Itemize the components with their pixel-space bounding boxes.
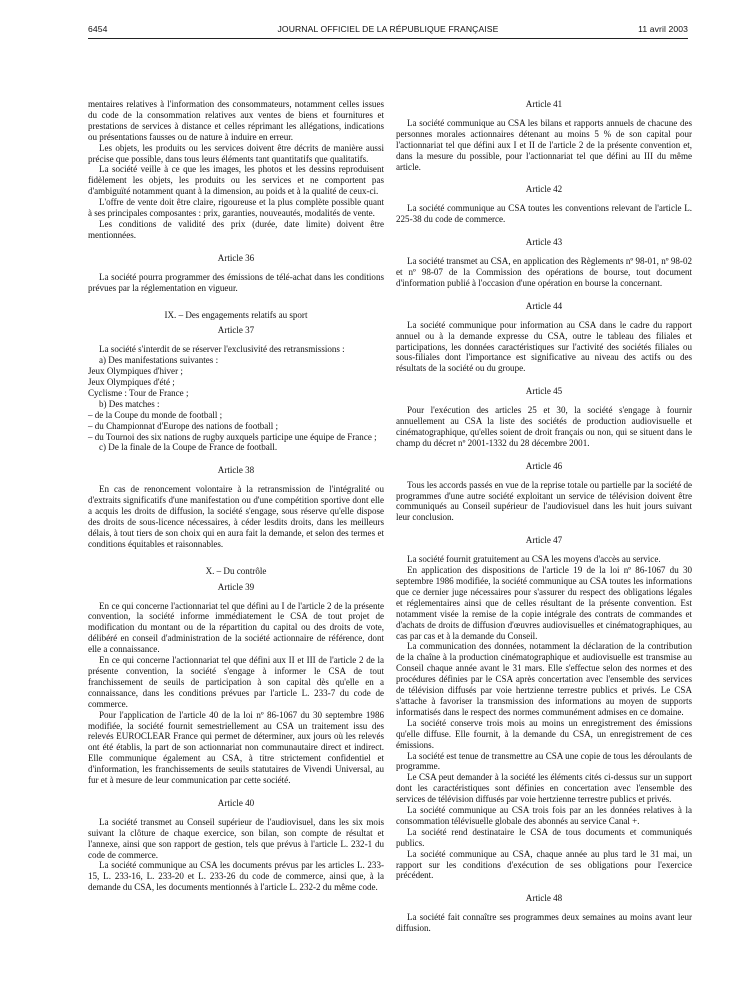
paragraph: La société fait connaître ses programmes deux semaines au moins avant leur diffusion. <box>396 912 692 934</box>
journal-title: JOURNAL OFFICIEL DE LA RÉPUBLIQUE FRANÇAISE <box>277 24 499 34</box>
paragraph: La société transmet au Conseil supérieur de l'audiovisuel, dans les six mois suivant la clôture de chaque exercice, son bilan, son compte de résultat et l'annexe, ainsi que son rapport de gestion, tels que prévus à l'article L. 232-1 du code de commerce. <box>88 816 384 860</box>
paragraph: La société fournit gratuitement au CSA les moyens d'accès au service. <box>407 554 661 565</box>
paragraph: La société veille à ce que les images, les photos et les dessins reproduisent fidèlement les objets, les produits ou les services et ne comportent pas d'ambiguïté notamment quant à la dimension, au poids et à la qualité de ceux-ci. <box>88 164 384 197</box>
paragraph: Tous les accords passés en vue de la reprise totale ou partielle par la société de programmes d'une autre société exploitant un service de télévision doivent être communiqués au Conseil supérieur de l'audiovisuel dans les huit jours suivant leur conclusion. <box>396 479 692 523</box>
paragraph: La société transmet au CSA, en application des Règlements nº 98-01, nº 98-02 et nº 98-07 de la Commission des opérations de bourse, tout document d'information publié à l'occasion d'une opération en bourse la concernant. <box>396 256 692 288</box>
paragraph: Les objets, les produits ou les services doivent être décrits de manière aussi précise que possible, dans tous leurs éléments tant quantitatifs que qualitatifs. <box>88 142 384 164</box>
article-heading: Article 42 <box>525 184 563 195</box>
paragraph: La société communique au CSA trois fois par an les données relatives à la consommation télévisuelle globale des abonnés au service Canal +. <box>396 805 692 826</box>
list-item: c) De la finale de la Coupe de France de football. <box>99 442 278 453</box>
issue-date: 11 avril 2003 <box>638 24 688 34</box>
section-heading: X. – Du contrôle <box>205 565 267 576</box>
list-item: – du Championnat d'Europe des nations de football ; <box>88 420 279 431</box>
paragraph: La société rend destinataire le CSA de tous documents et communiqués publics. <box>396 826 692 848</box>
article-heading: Article 44 <box>525 300 563 311</box>
article-heading: Article 39 <box>217 581 255 592</box>
paragraph: En ce qui concerne l'actionnariat tel que défini au I de l'article 2 de la présente convention, la société informe immédiatement le CSA de tout projet de modification du montant ou de la répartition du capital ou des droits de vote, délibéré en conseil d'administration de la société actionnaire de référence, dont elle a connaissance. <box>88 600 384 655</box>
article-heading: Article 43 <box>525 237 563 248</box>
paragraph: La communication des données, notamment la déclaration de la contribution de la chaîne à la production cinématographique et audiovisuelle est transmise au Conseil chaque année avant le 31 mars. Elle s'effectue selon des normes et des procédures définies par le CSA après concertation avec l'ensemble des services de télévision diffusés par voie hertzienne terrestre publics et privés. Le CSA s'attache à favoriser la transmission des informations au moyen de supports informatisés dans le respect des normes communément admises en ce domaine. <box>396 641 692 717</box>
paragraph: La société communique au CSA les documents prévus par les articles L. 233-15, L. 233-16, L. 233-20 et L. 233-26 du code de commerce, ainsi que, à la demande du CSA, les documents mentionnés à l'article L. 232-2 du même code. <box>88 860 384 893</box>
section-heading: IX. – Des engagements relatifs au sport <box>164 309 308 320</box>
paragraph: Pour l'exécution des articles 25 et 30, la société s'engage à fournir annuellement au CSA la liste des sociétés de production audiovisuelle et cinématographique, qu'elles soient de droit français ou non, qui se situent dans le champ du décret nº 2001-1332 du 28 décembre 2001. <box>396 405 692 448</box>
paragraph: Le CSA peut demander à la société les éléments cités ci-dessus sur un support dont les caractéristiques sont définies en concertation avec l'ensemble des services de télévision diffusés par voie hertzienne terrestre publics et privés. <box>396 772 692 805</box>
article-heading: Article 40 <box>217 797 255 808</box>
article-heading: Article 48 <box>525 893 563 904</box>
paragraph: En cas de renoncement volontaire à la retransmission de l'intégralité ou d'extraits significatifs d'une manifestation ou d'une compétition sportive dont elle a acquis les droits de diffusion, la société s'engage, sous réserve qu'elle dispose des droits de sous-licence nécessaires, à céder lesdits droits, dans les meilleurs délais, à tout tiers de son choix qui en aura fait la demande, et selon des termes et conditions équitables et raisonnables. <box>88 484 384 549</box>
paragraph: En ce qui concerne l'actionnariat tel que défini aux II et III de l'article 2 de la présente convention, la société s'engage à informer le CSA de tout franchissement de seuils de participation à son capital dès qu'elle en a connaissance, dans les conditions prévues par l'article L. 233-7 du code de commerce. <box>88 655 384 709</box>
article-heading: Article 38 <box>217 465 255 476</box>
paragraph: La société communique au CSA les bilans et rapports annuels de chacune des personnes morales actionnaires détenant au moins 5 % de son capital pour l'actionnariat tel que défini aux I et II de l'article 2 de la présente convention et, dans la mesure du possible, pour l'actionnariat tel que défini au III du même article. <box>396 117 692 172</box>
article-heading: Article 37 <box>217 325 255 336</box>
list-item: Jeux Olympiques d'été ; <box>88 377 175 388</box>
list-item: – de la Coupe du monde de football ; <box>88 409 223 420</box>
list-item: b) Des matches : <box>99 398 160 409</box>
list-item: – du Tournoi des six nations de rugby auxquels participe une équipe de France ; <box>88 431 377 442</box>
header-rule <box>88 38 688 39</box>
left-column <box>88 99 384 893</box>
paragraph: La société conserve trois mois au moins un enregistrement des émissions qu'elle diffuse. Elle fournit, à la demande du CSA, un enregistrement de ces émissions. <box>396 717 692 750</box>
article-heading: Article 47 <box>525 535 563 546</box>
page-number: 6454 <box>88 24 108 34</box>
page-header <box>88 24 688 38</box>
right-column <box>396 99 692 934</box>
article-heading: Article 41 <box>525 99 563 109</box>
paragraph: Les conditions de validité des prix (durée, date limite) doivent être mentionnées. <box>88 218 384 240</box>
article-heading: Article 45 <box>525 386 563 397</box>
article-heading: Article 46 <box>525 460 563 471</box>
paragraph: mentaires relatives à l'information des consommateurs, notamment celles issues du code de la consommation relatives aux ventes de biens et fournitures et prestations de services à distance et celles réprimant les allégations, indications ou présentations fausses ou de nature à induire en erreur. <box>88 99 384 142</box>
list-item: Cyclisme : Tour de France ; <box>88 387 189 398</box>
paragraph: La société communique pour information au CSA dans le cadre du rapport annuel ou à la demande expresse du CSA, outre le tableau des filiales et participations, les données caractéristiques sur l'activité des sociétés filiales ou sous-filiales dont l'importance est significative au niveau des actifs ou des résultats de la société ou du groupe. <box>396 319 692 374</box>
paragraph: La société pourra programmer des émissions de télé-achat dans les conditions prévues par la réglementation en vigueur. <box>88 271 384 293</box>
list-item: Jeux Olympiques d'hiver ; <box>88 366 183 377</box>
paragraph: La société s'interdit de se réserver l'exclusivité des retransmissions : <box>99 344 345 355</box>
paragraph: Pour l'application de l'article 40 de la loi nº 86-1067 du 30 septembre 1986 modifiée, la société fournit semestriellement au CSA un traitement issu des relevés EUROCLEAR France qui permet de déterminer, aux jours où les relevés ont été établis, la part de son actionnariat non communautaire direct et indirect. Elle communique également au CSA, à titre strictement confidentiel et d'information, les franchissements de seuils statutaires de Vivendi Universal, au fur et à mesure de leur communication par cette société. <box>88 709 384 786</box>
paragraph: En application des dispositions de l'article 19 de la loi nº 86-1067 du 30 septembre 1986 modifiée, la société communique au CSA toutes les informations que ce dernier juge nécessaires pour s'assurer du respect des obligations légales et réglementaires ainsi que de celles résultant de la présente convention. Est notamment visée la remise de la copie intégrale des contrats de commandes et d'achats de droits de diffusion d'œuvres audiovisuelles et cinématographiques, au cas par cas et à la demande du Conseil. <box>396 565 692 641</box>
article-heading: Article 36 <box>217 252 255 263</box>
paragraph: L'offre de vente doit être claire, rigoureuse et la plus complète possible quant à ses principales composantes : prix, garanties, nouveautés, modalités de vente. <box>88 197 384 219</box>
paragraph: La société est tenue de transmettre au CSA une copie de tous les déroulants de programme. <box>396 750 692 772</box>
paragraph: La société communique au CSA toutes les conventions relevant de l'article L. 225-38 du code de commerce. <box>396 203 692 225</box>
list-item: a) Des manifestations suivantes : <box>99 355 219 366</box>
paragraph: La société communique au CSA, chaque année au plus tard le 31 mai, un rapport sur les conditions d'exécution de ses obligations pour l'exercice précédent. <box>396 848 692 881</box>
